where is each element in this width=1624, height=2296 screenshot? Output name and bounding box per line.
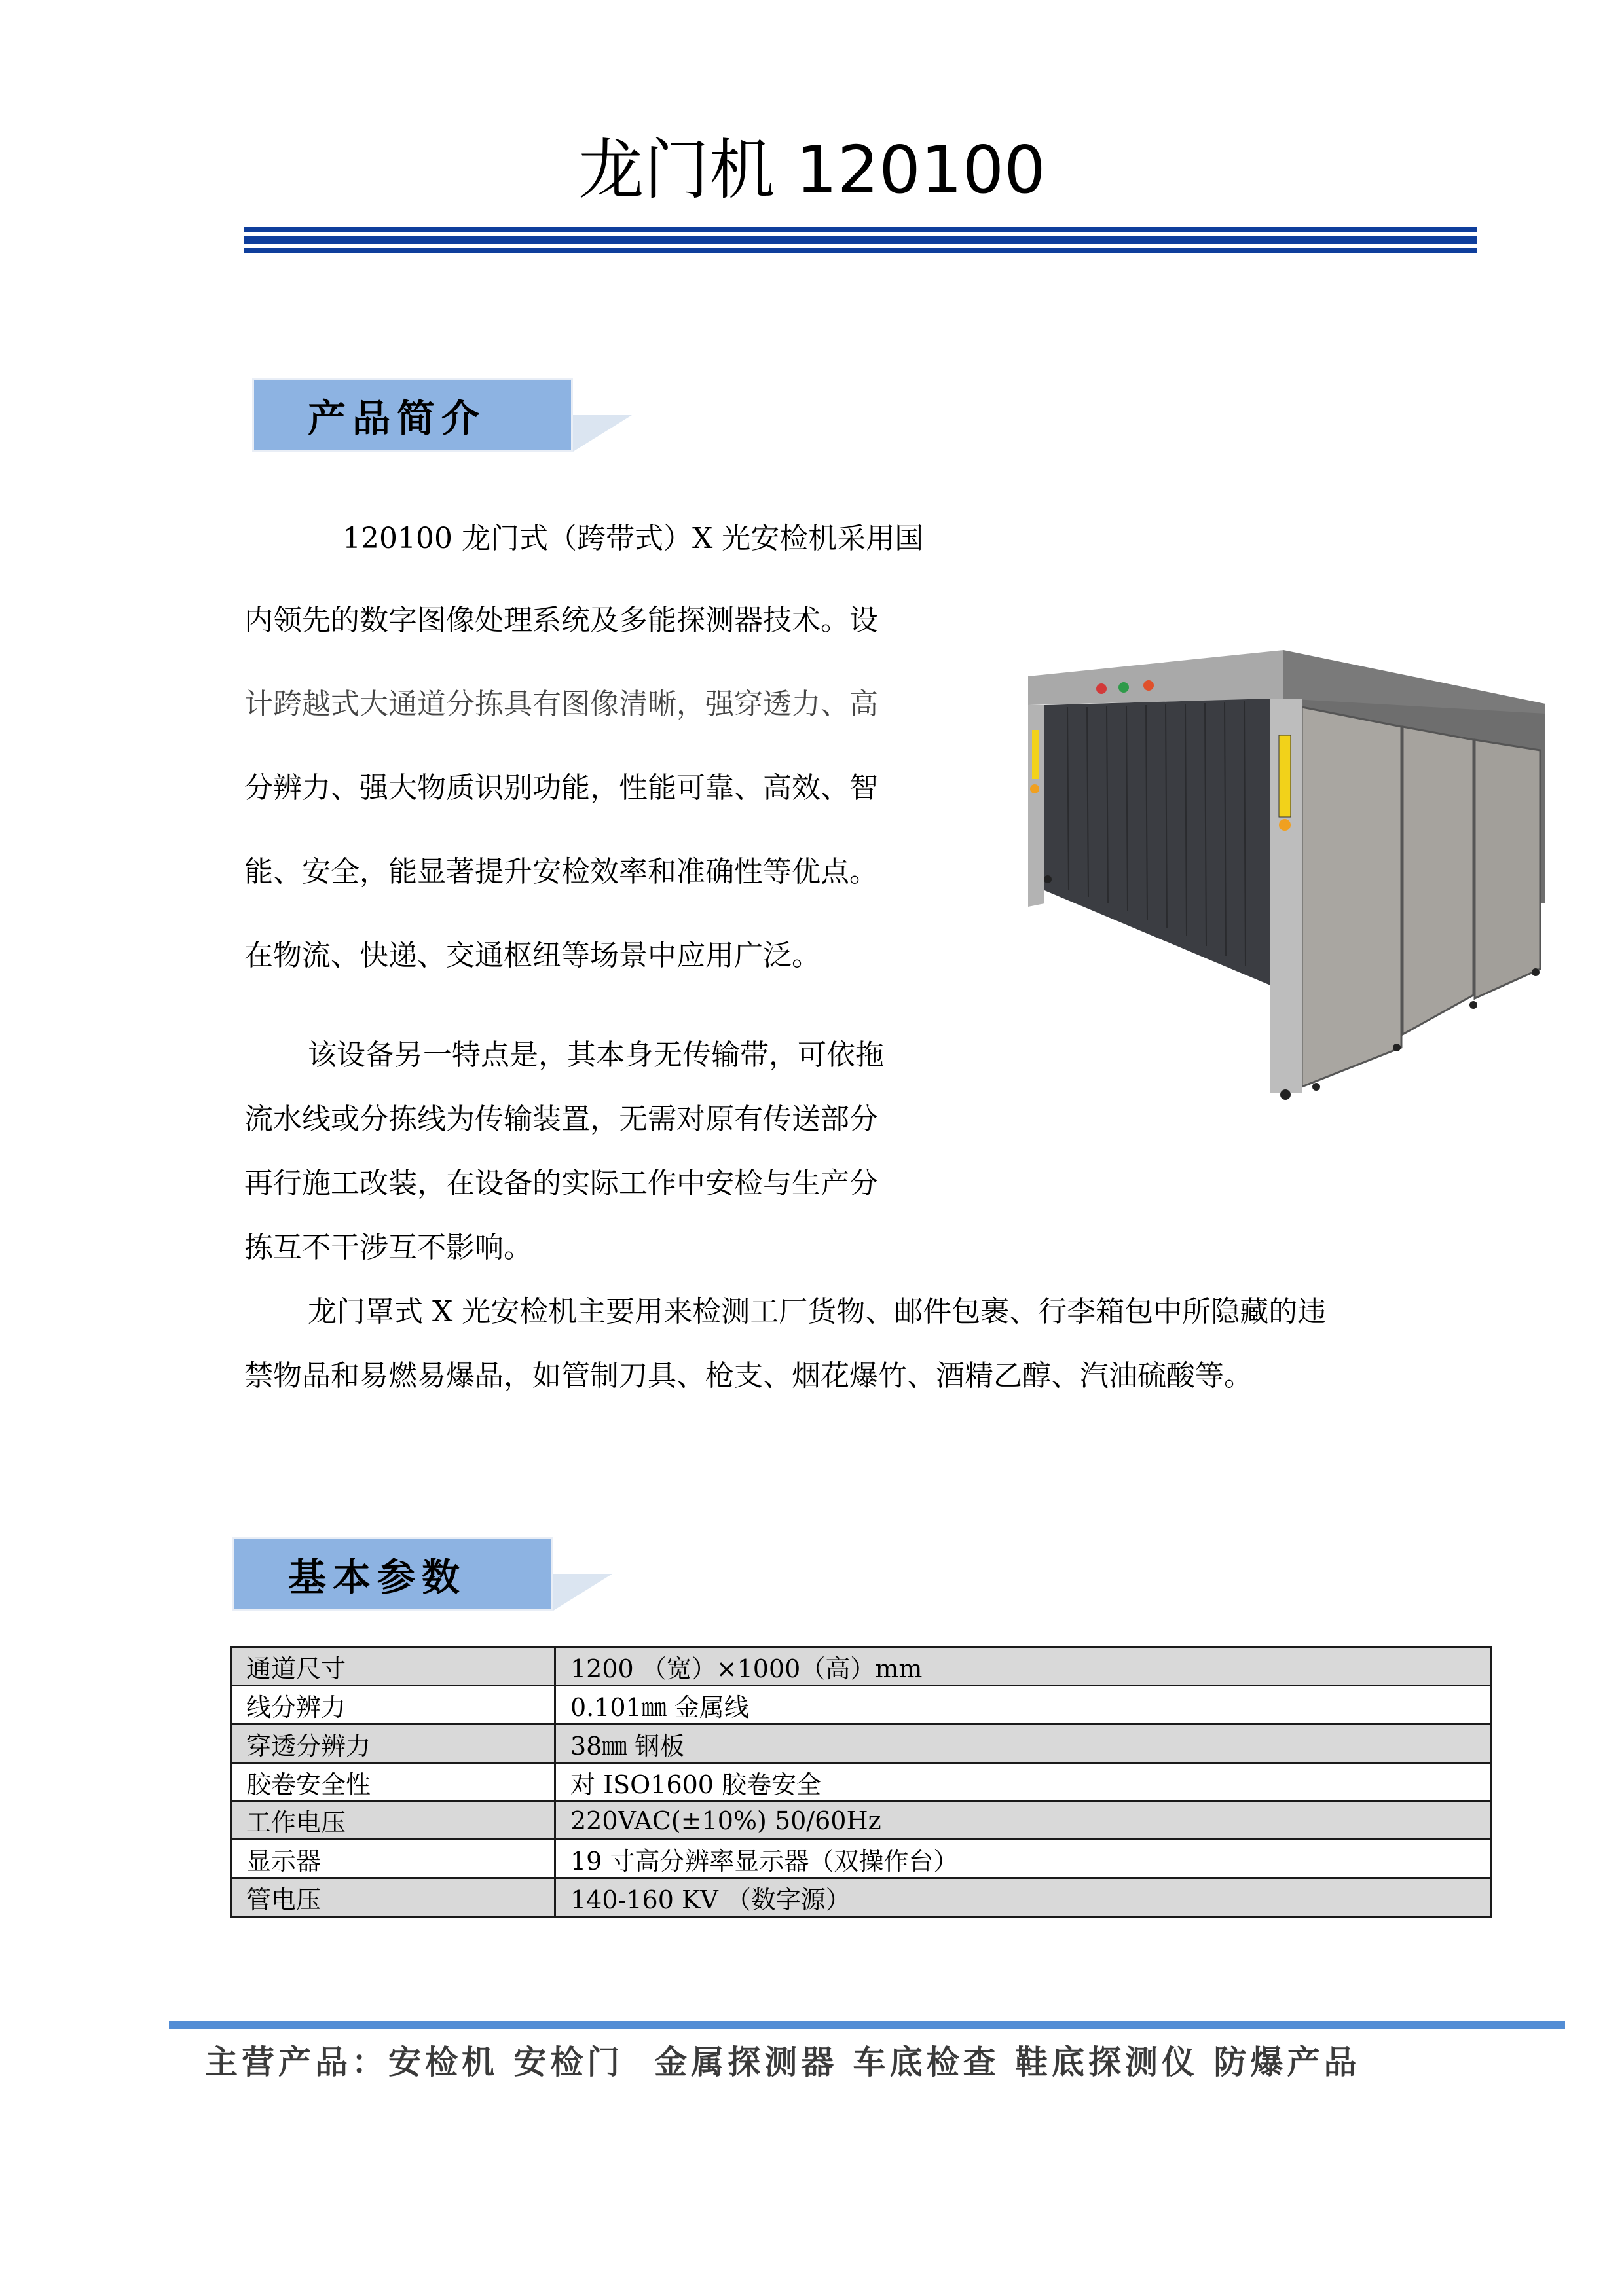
intro-line: 该设备另一特点是，其本身无传输带，可依拖 — [308, 1038, 884, 1072]
title-rule-bottom — [244, 248, 1477, 253]
product-image — [1008, 629, 1545, 1100]
spec-label: 工作电压 — [231, 1802, 555, 1840]
intro-line: 能、安全，能显著提升安检效率和准确性等优点。 — [244, 855, 878, 888]
spec-value: 220VAC(±10%) 50/60Hz — [555, 1802, 1491, 1840]
page-title: 龙门机 120100 — [578, 132, 1046, 208]
section-heading-intro-label: 产品简介 — [308, 396, 487, 441]
intro-line: 在物流、快递、交通枢纽等场景中应用广泛。 — [244, 939, 821, 972]
section-heading-intro — [252, 378, 632, 452]
spec-label: 穿透分辨力 — [231, 1724, 555, 1763]
section-heading-specs-label: 基本参数 — [288, 1555, 467, 1599]
spec-value: 0.101㎜ 金属线 — [555, 1686, 1491, 1724]
table-row — [231, 1840, 1491, 1878]
table-row — [231, 1878, 1491, 1917]
footer-main-products: 主营产品：安检机 安检门 金属探测器 车底检查 鞋底探测仪 防爆产品 — [205, 2043, 1361, 2081]
title-rule-top — [244, 227, 1477, 232]
intro-line: 再行施工改装，在设备的实际工作中安检与生产分 — [244, 1167, 878, 1200]
table-row — [231, 1724, 1491, 1763]
spec-label: 管电压 — [231, 1878, 555, 1917]
intro-line: 120100 龙门式（跨带式）X 光安检机采用国 — [342, 522, 924, 555]
intro-line: 分辨力、强大物质识别功能，性能可靠、高效、智 — [244, 771, 878, 805]
spec-label: 线分辨力 — [231, 1686, 555, 1724]
spec-value: 38㎜ 钢板 — [555, 1724, 1491, 1763]
table-row — [231, 1763, 1491, 1802]
heading-wedge-icon — [566, 415, 632, 452]
spec-table — [230, 1646, 1492, 1918]
intro-line: 内领先的数字图像处理系统及多能探测器技术。设 — [244, 604, 878, 637]
spec-value: 对 ISO1600 胶卷安全 — [555, 1763, 1491, 1802]
intro-line: 流水线或分拣线为传输装置，无需对原有传送部分 — [244, 1102, 878, 1136]
table-row — [231, 1686, 1491, 1724]
heading-wedge-icon — [547, 1574, 612, 1611]
spec-value: 1200 （宽）×1000（高）mm — [555, 1647, 1491, 1686]
spec-label: 通道尺寸 — [231, 1647, 555, 1686]
spec-value: 140-160 KV （数字源） — [555, 1878, 1491, 1917]
intro-line: 禁物品和易燃易爆品，如管制刀具、枪支、烟花爆竹、酒精乙醇、汽油硫酸等。 — [244, 1359, 1253, 1393]
intro-line: 拣互不干涉互不影响。 — [244, 1231, 532, 1264]
table-row — [231, 1802, 1491, 1840]
title-rule-middle — [244, 236, 1477, 244]
footer-divider — [169, 2021, 1565, 2029]
spec-label: 胶卷安全性 — [231, 1763, 555, 1802]
section-heading-specs — [232, 1537, 612, 1611]
spec-label: 显示器 — [231, 1840, 555, 1878]
intro-line: 计跨越式大通道分拣具有图像清晰，强穿透力、高 — [244, 687, 878, 721]
spec-value: 19 寸高分辨率显示器（双操作台） — [555, 1840, 1491, 1878]
intro-line: 龙门罩式 X 光安检机主要用来检测工厂货物、邮件包裹、行李箱包中所隐藏的违 — [308, 1295, 1327, 1328]
table-row — [231, 1647, 1491, 1686]
